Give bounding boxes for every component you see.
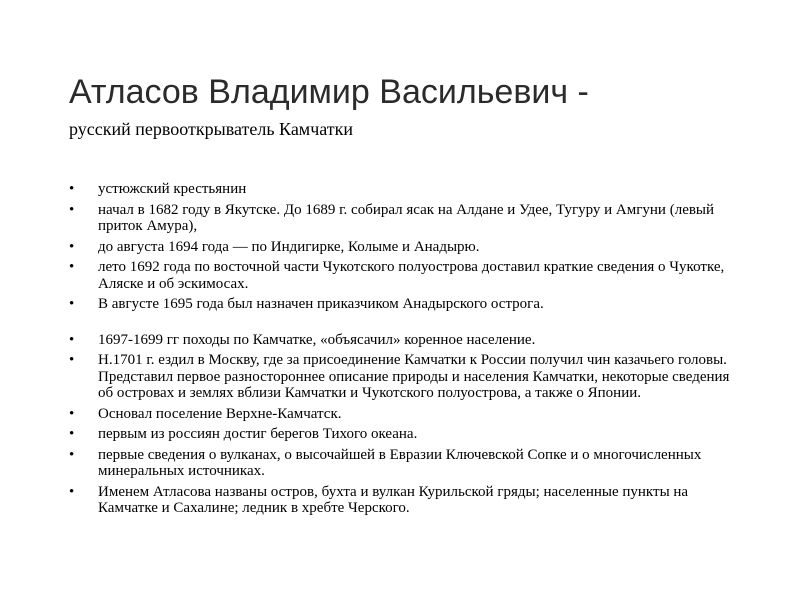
bullet-icon: • (69, 331, 75, 348)
bullet-text: Основал поселение Верхне-Камчатск. (98, 405, 342, 422)
bullet-text: первым из россиян достиг берегов Тихого океана. (98, 426, 418, 442)
bullet-text: Н.1701 г. ездил в Москву, где за присоединение Камчатки к России получил чин казачьего головы. Представил первое разностороннее описание природы и населения Камчатки, некоторые сведения об островах и землях вблизи Камчатки и Чукотского полуострова, а также о Японии. (98, 352, 730, 401)
bullet-item (69, 352, 734, 402)
bullet-item (69, 202, 734, 235)
bullet-item (69, 426, 734, 443)
bullet-icon: • (69, 296, 75, 312)
bullet-text: Именем Атласова названы остров, бухта и вулкан Курильской гряды; населенные пункты на Камчатке и Сахалине; ледник в хребте Черского. (98, 483, 689, 516)
bullet-icon: • (69, 259, 75, 275)
bullet-text: В августе 1695 года был назначен приказчиком Анадырского острога. (98, 296, 544, 312)
bullet-text: 1697-1699 гг походы по Камчатке, «объясачил» коренное население. (98, 331, 536, 348)
bullet-text: лето 1692 года по восточной части Чукотского полуострова доставил краткие сведения о Чукотке, Аляске и об эскимосах. (98, 259, 725, 292)
bullet-item (69, 484, 734, 517)
bullet-item (69, 406, 734, 423)
bullet-text: начал в 1682 году в Якутске. До 1689 г. собирал ясак на Алдане и Удее, Тугуру и Амгуни (левый приток Амура), (98, 201, 715, 234)
bullet-icon: • (69, 238, 75, 255)
bullet-icon: • (69, 201, 75, 218)
bullet-icon: • (69, 181, 75, 197)
bullet-item (69, 296, 734, 313)
bullet-item (69, 332, 734, 349)
bullet-icon: • (69, 352, 75, 368)
bullet-text: устюжский крестьянин (98, 181, 247, 197)
bullet-item (69, 447, 734, 480)
bullet-text: до августа 1694 года — по Индигирке, Колыме и Анадырю. (98, 238, 480, 255)
slide-title: Атласов Владимир Васильевич - (69, 73, 589, 111)
bullet-list (69, 181, 734, 521)
bullet-text: первые сведения о вулканах, о высочайшей в Евразии Ключевской Сопке и о многочисленных минеральных источниках. (98, 446, 702, 479)
slide-subtitle: русский первооткрыватель Камчатки (69, 119, 354, 139)
bullet-icon: • (69, 405, 75, 422)
bullet-item (69, 181, 734, 198)
bullet-item (69, 259, 734, 292)
bullet-item (69, 239, 734, 256)
bullet-icon: • (69, 426, 75, 442)
bullet-icon: • (69, 446, 75, 463)
bullet-icon: • (69, 483, 75, 500)
